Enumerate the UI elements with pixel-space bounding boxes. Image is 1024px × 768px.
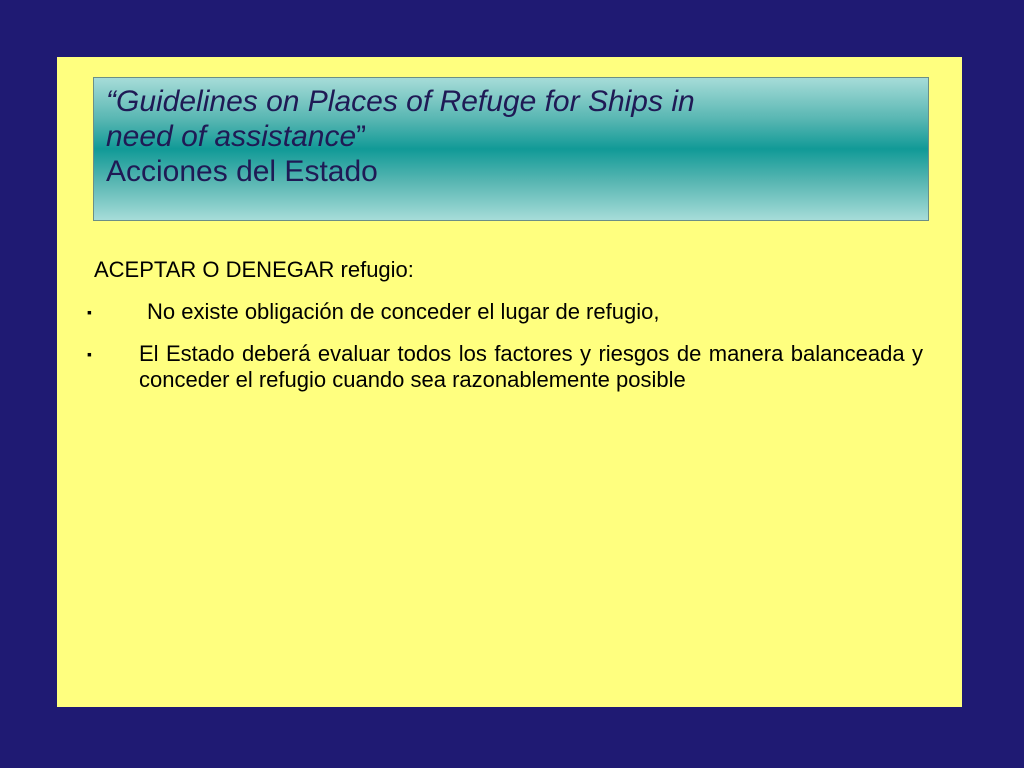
slide-panel — [57, 57, 962, 707]
bullet-text: El Estado deberá evaluar todos los factores y riesgos de manera balanceada y conceder el refugio cuando sea razonablemente posible — [139, 341, 923, 392]
intro-text: ACEPTAR O DENEGAR refugio: — [94, 257, 414, 282]
list-item — [87, 299, 923, 325]
title-subtitle: Acciones del Estado — [106, 155, 378, 188]
list-item — [87, 341, 923, 393]
title-italic-line2: need of assistance — [106, 120, 357, 153]
title-italic-line1: Guidelines on Places of Refuge for Ships in — [116, 85, 695, 118]
square-bullet-icon: ▪ — [87, 304, 92, 320]
title-box — [93, 77, 929, 221]
bullet-text: No existe obligación de conceder el lugar de refugio, — [147, 299, 660, 324]
title-line-2 — [106, 119, 928, 154]
slide-content — [87, 257, 923, 409]
title-close-quote: ” — [356, 120, 367, 153]
title-line-1 — [106, 84, 928, 119]
square-bullet-icon: ▪ — [87, 346, 92, 362]
bullet-list — [87, 299, 923, 393]
title-open-quote: “ — [106, 85, 116, 118]
